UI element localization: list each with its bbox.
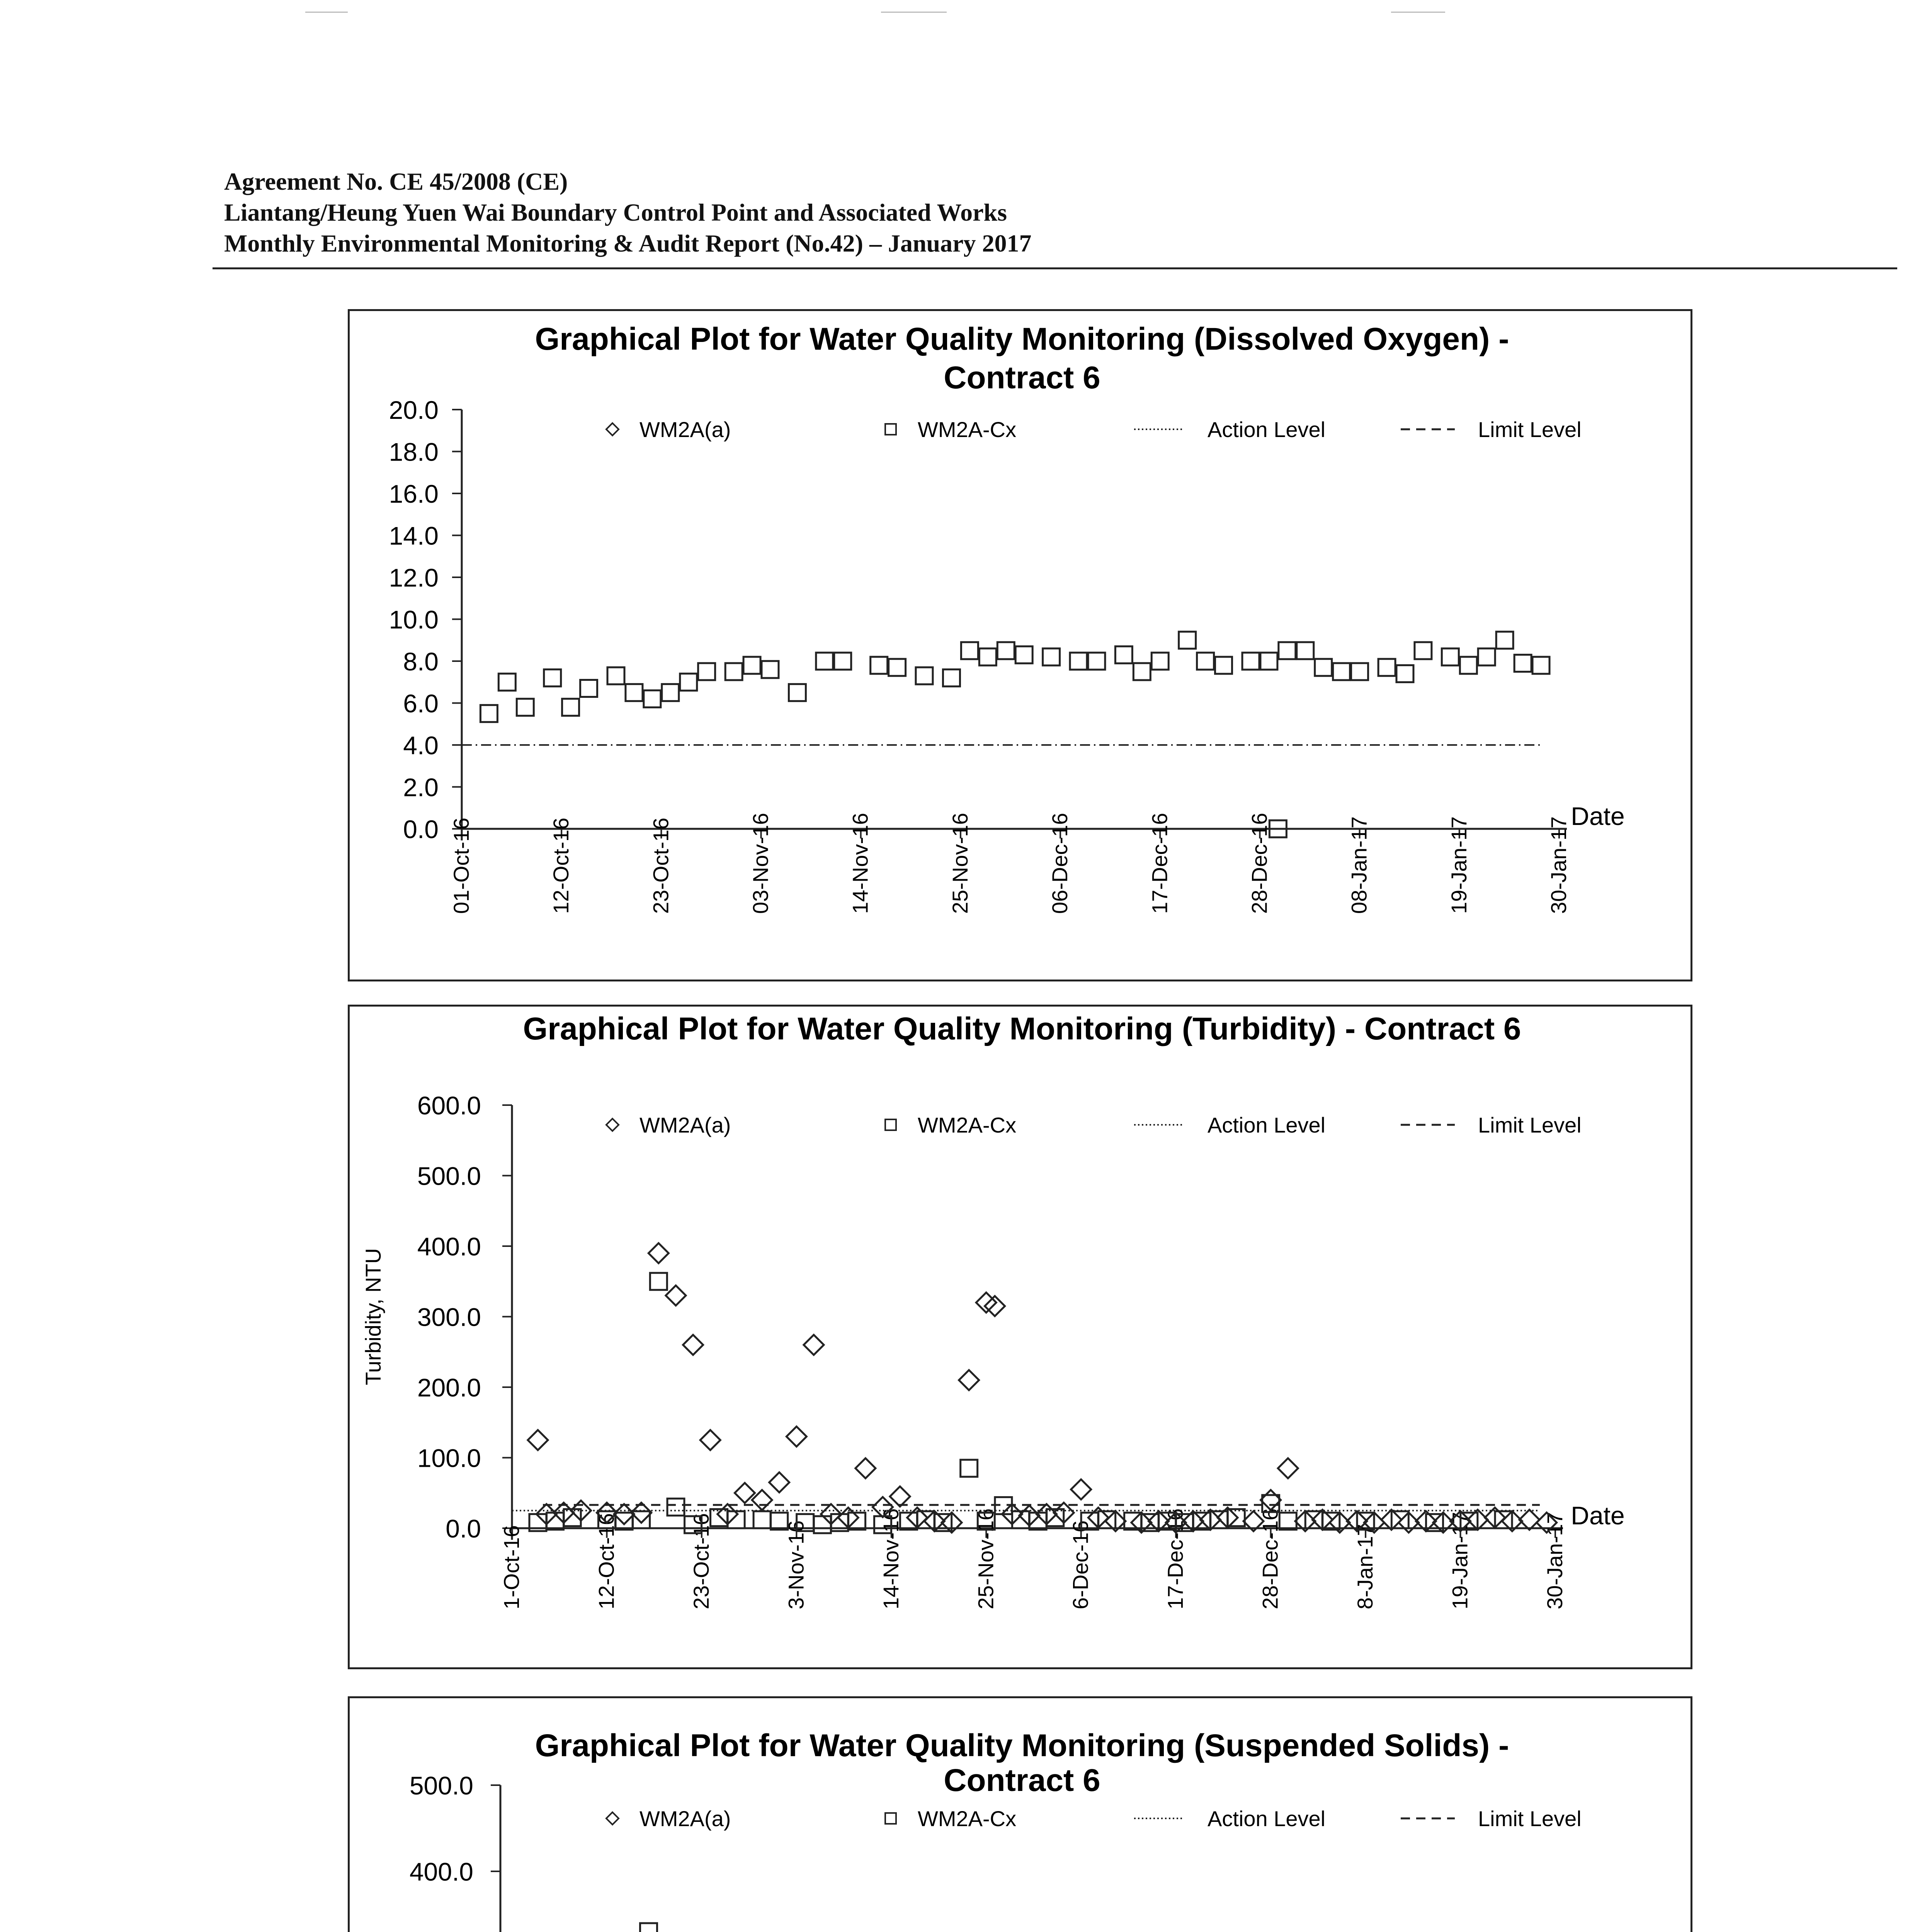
- x-tick-label: 1-Oct-16: [499, 1525, 524, 1609]
- x-tick-label: 23-Oct-16: [648, 818, 673, 914]
- legend-label: WM2A-Cx: [918, 417, 1017, 442]
- chart-turbidity-svg: [350, 1007, 1694, 1671]
- chart-title-line2: Contract 6: [944, 1763, 1100, 1798]
- data-point-wm2a-cx: [1442, 648, 1459, 665]
- data-point-wm2a-cx: [1070, 653, 1087, 670]
- data-point-wm2a-cx: [961, 1460, 978, 1477]
- data-point-wm2a-cx: [834, 653, 851, 670]
- chart-turbidity: [348, 1005, 1692, 1669]
- data-point-wm2a-a: [959, 1370, 979, 1390]
- data-point-wm2a-cx: [1460, 657, 1477, 674]
- data-point-wm2a-cx: [762, 661, 779, 678]
- data-point-wm2a-cx: [1115, 646, 1132, 663]
- x-axis-label: Date: [1571, 1501, 1625, 1530]
- chart-title-line1: Graphical Plot for Water Quality Monitoring (Suspended Solids) -: [535, 1728, 1509, 1763]
- x-tick-label: 30-Jan-17: [1543, 1512, 1567, 1609]
- chart-suspended-solids: [348, 1696, 1692, 1932]
- data-point-wm2a-cx: [725, 663, 742, 680]
- x-tick-label: 01-Oct-16: [449, 818, 473, 914]
- x-tick-label: 25-Nov-16: [947, 813, 972, 914]
- data-point-wm2a-a: [1519, 1510, 1539, 1530]
- x-tick-label: 19-Jan-17: [1446, 816, 1471, 914]
- legend-label: WM2A(a): [639, 1806, 731, 1831]
- y-tick-label: 20.0: [389, 396, 439, 424]
- legend-square-marker: [885, 1119, 896, 1130]
- header-rule: [213, 267, 1897, 269]
- data-point-wm2a-cx: [698, 663, 715, 680]
- data-point-wm2a-cx: [517, 699, 534, 716]
- data-point-wm2a-cx: [1242, 653, 1259, 670]
- data-point-wm2a-a: [985, 1296, 1005, 1316]
- x-tick-label: 3-Nov-16: [784, 1520, 808, 1609]
- data-point-wm2a-cx: [644, 690, 661, 707]
- y-tick-label: 2.0: [403, 773, 439, 802]
- x-tick-label: 28-Dec-16: [1258, 1508, 1282, 1609]
- data-point-wm2a-cx: [816, 653, 833, 670]
- data-point-wm2a-a: [855, 1458, 876, 1478]
- data-point-wm2a-cx: [814, 1516, 831, 1533]
- data-point-wm2a-cx: [1396, 665, 1413, 682]
- data-point-wm2a-a: [1071, 1480, 1091, 1500]
- data-point-wm2a-cx: [1514, 655, 1531, 672]
- y-tick-label: 500.0: [409, 1771, 473, 1800]
- chart-title-line2: Contract 6: [944, 360, 1100, 395]
- data-point-wm2a-cx: [633, 1511, 650, 1528]
- data-point-wm2a-a: [769, 1472, 789, 1492]
- data-point-wm2a-a: [1278, 1458, 1298, 1478]
- data-point-wm2a-a: [648, 1243, 668, 1263]
- data-point-wm2a-cx: [1197, 653, 1214, 670]
- legend-label: Limit Level: [1478, 1113, 1582, 1137]
- x-tick-label: 6-Dec-16: [1068, 1520, 1093, 1609]
- y-tick-label: 0.0: [446, 1514, 481, 1543]
- data-point-wm2a-cx: [498, 673, 515, 690]
- y-tick-label: 0.0: [403, 815, 439, 844]
- data-point-wm2a-cx: [680, 673, 697, 690]
- header-report: Monthly Environmental Monitoring & Audit Report (No.42) – January 2017: [224, 230, 1032, 257]
- data-point-wm2a-cx: [544, 669, 561, 686]
- y-tick-label: 10.0: [389, 605, 439, 634]
- data-point-wm2a-cx: [889, 659, 906, 676]
- data-point-wm2a-cx: [997, 642, 1014, 659]
- report-header: [224, 166, 1897, 259]
- y-tick-label: 600.0: [417, 1091, 481, 1120]
- data-point-wm2a-a: [683, 1335, 703, 1355]
- y-tick-label: 500.0: [417, 1162, 481, 1190]
- legend-label: WM2A-Cx: [918, 1806, 1017, 1831]
- data-point-wm2a-a: [528, 1430, 548, 1450]
- legend-label: Action Level: [1208, 417, 1326, 442]
- y-axis-label: Turbidity, NTU: [361, 1248, 385, 1385]
- data-point-wm2a-cx: [1315, 659, 1332, 676]
- data-point-wm2a-cx: [1179, 632, 1196, 649]
- top-scan-mark-3: [1391, 12, 1445, 13]
- data-point-wm2a-cx: [626, 684, 643, 701]
- data-point-wm2a-cx: [1088, 653, 1105, 670]
- data-point-wm2a-cx: [1279, 642, 1296, 659]
- x-tick-label: 19-Jan-17: [1447, 1512, 1472, 1609]
- data-point-wm2a-cx: [1391, 1511, 1408, 1528]
- data-point-wm2a-cx: [1378, 659, 1395, 676]
- top-scan-mark-2: [881, 12, 947, 13]
- y-tick-label: 4.0: [403, 731, 439, 760]
- x-tick-label: 06-Dec-16: [1048, 813, 1072, 914]
- data-point-wm2a-cx: [650, 1273, 667, 1290]
- data-point-wm2a-cx: [1215, 657, 1232, 674]
- data-point-wm2a-cx: [580, 680, 597, 697]
- x-tick-label: 08-Jan-17: [1347, 816, 1371, 914]
- legend-label: WM2A(a): [639, 417, 731, 442]
- x-axis-label: Date: [1571, 802, 1625, 830]
- data-point-wm2a-cx: [480, 705, 497, 722]
- chart-dissolved-oxygen-svg: [350, 311, 1694, 983]
- y-tick-label: 400.0: [417, 1232, 481, 1261]
- y-tick-label: 12.0: [389, 563, 439, 592]
- data-point-wm2a-cx: [961, 642, 978, 659]
- legend-diamond-marker: [606, 1812, 619, 1825]
- y-tick-label: 6.0: [403, 689, 439, 718]
- chart-title-line1: Graphical Plot for Water Quality Monitoring (Dissolved Oxygen) -: [535, 321, 1509, 357]
- legend-label: Action Level: [1208, 1806, 1326, 1831]
- x-tick-label: 23-Oct-16: [689, 1513, 713, 1609]
- legend-label: WM2A-Cx: [918, 1113, 1017, 1137]
- y-tick-label: 14.0: [389, 521, 439, 550]
- data-point-wm2a-a: [666, 1286, 686, 1306]
- x-tick-label: 8-Jan-17: [1353, 1524, 1378, 1609]
- x-tick-label: 28-Dec-16: [1247, 813, 1272, 914]
- data-point-wm2a-cx: [979, 648, 996, 665]
- data-point-wm2a-a: [1261, 1490, 1281, 1510]
- legend-label: Action Level: [1208, 1113, 1326, 1137]
- data-point-wm2a-cx: [640, 1923, 657, 1932]
- data-point-wm2a-cx: [1333, 663, 1350, 680]
- x-tick-label: 12-Oct-16: [594, 1513, 619, 1609]
- x-tick-label: 14-Nov-16: [878, 1508, 903, 1609]
- data-point-wm2a-cx: [1133, 663, 1150, 680]
- x-tick-label: 12-Oct-16: [549, 818, 573, 914]
- data-point-wm2a-cx: [743, 657, 760, 674]
- y-tick-label: 8.0: [403, 647, 439, 676]
- data-point-wm2a-a: [786, 1427, 806, 1447]
- y-tick-label: 400.0: [409, 1857, 473, 1886]
- data-point-wm2a-cx: [916, 667, 933, 684]
- data-point-wm2a-cx: [1043, 648, 1060, 665]
- y-tick-label: 100.0: [417, 1444, 481, 1473]
- data-point-wm2a-cx: [1415, 642, 1432, 659]
- data-point-wm2a-cx: [753, 1511, 770, 1528]
- header-agreement: Agreement No. CE 45/2008 (CE): [224, 168, 568, 195]
- data-point-wm2a-cx: [667, 1498, 684, 1515]
- chart-suspended-solids-svg: [350, 1698, 1694, 1932]
- data-point-wm2a-cx: [1351, 663, 1368, 680]
- legend-label: WM2A(a): [639, 1113, 731, 1137]
- data-point-wm2a-a: [804, 1335, 824, 1355]
- x-tick-label: 17-Dec-16: [1147, 813, 1172, 914]
- x-tick-label: 17-Dec-16: [1163, 1508, 1188, 1609]
- header-project: Liantang/Heung Yuen Wai Boundary Control Point and Associated Works: [224, 199, 1007, 226]
- legend-square-marker: [885, 1813, 896, 1824]
- y-tick-label: 18.0: [389, 437, 439, 466]
- data-point-wm2a-cx: [1260, 653, 1277, 670]
- legend-diamond-marker: [606, 423, 619, 435]
- data-point-wm2a-cx: [871, 657, 888, 674]
- x-tick-label: 30-Jan-17: [1546, 816, 1571, 914]
- data-point-wm2a-cx: [1015, 646, 1032, 663]
- data-point-wm2a-a: [890, 1486, 910, 1507]
- data-point-wm2a-cx: [1228, 1509, 1245, 1526]
- legend-label: Limit Level: [1478, 417, 1582, 442]
- data-point-wm2a-cx: [943, 669, 960, 686]
- data-point-wm2a-cx: [1151, 653, 1168, 670]
- data-point-wm2a-a: [700, 1430, 720, 1450]
- data-point-wm2a-cx: [789, 684, 806, 701]
- y-tick-label: 200.0: [417, 1373, 481, 1402]
- data-point-wm2a-a: [976, 1293, 996, 1313]
- y-tick-label: 300.0: [417, 1303, 481, 1332]
- y-tick-label: 16.0: [389, 480, 439, 508]
- data-point-wm2a-cx: [607, 667, 624, 684]
- legend-square-marker: [885, 424, 896, 435]
- chart-dissolved-oxygen: [348, 309, 1692, 981]
- chart-title: Graphical Plot for Water Quality Monitoring (Turbidity) - Contract 6: [523, 1011, 1521, 1046]
- x-tick-label: 14-Nov-16: [848, 813, 872, 914]
- x-tick-label: 25-Nov-16: [973, 1508, 998, 1609]
- data-point-wm2a-cx: [1496, 632, 1513, 649]
- legend-label: Limit Level: [1478, 1806, 1582, 1831]
- legend-diamond-marker: [606, 1119, 619, 1131]
- top-scan-mark-1: [305, 12, 348, 13]
- data-point-wm2a-cx: [662, 684, 679, 701]
- data-point-wm2a-cx: [1297, 642, 1314, 659]
- data-point-wm2a-cx: [1532, 657, 1549, 674]
- data-point-wm2a-cx: [1478, 648, 1495, 665]
- data-point-wm2a-cx: [562, 699, 579, 716]
- x-tick-label: 03-Nov-16: [748, 813, 773, 914]
